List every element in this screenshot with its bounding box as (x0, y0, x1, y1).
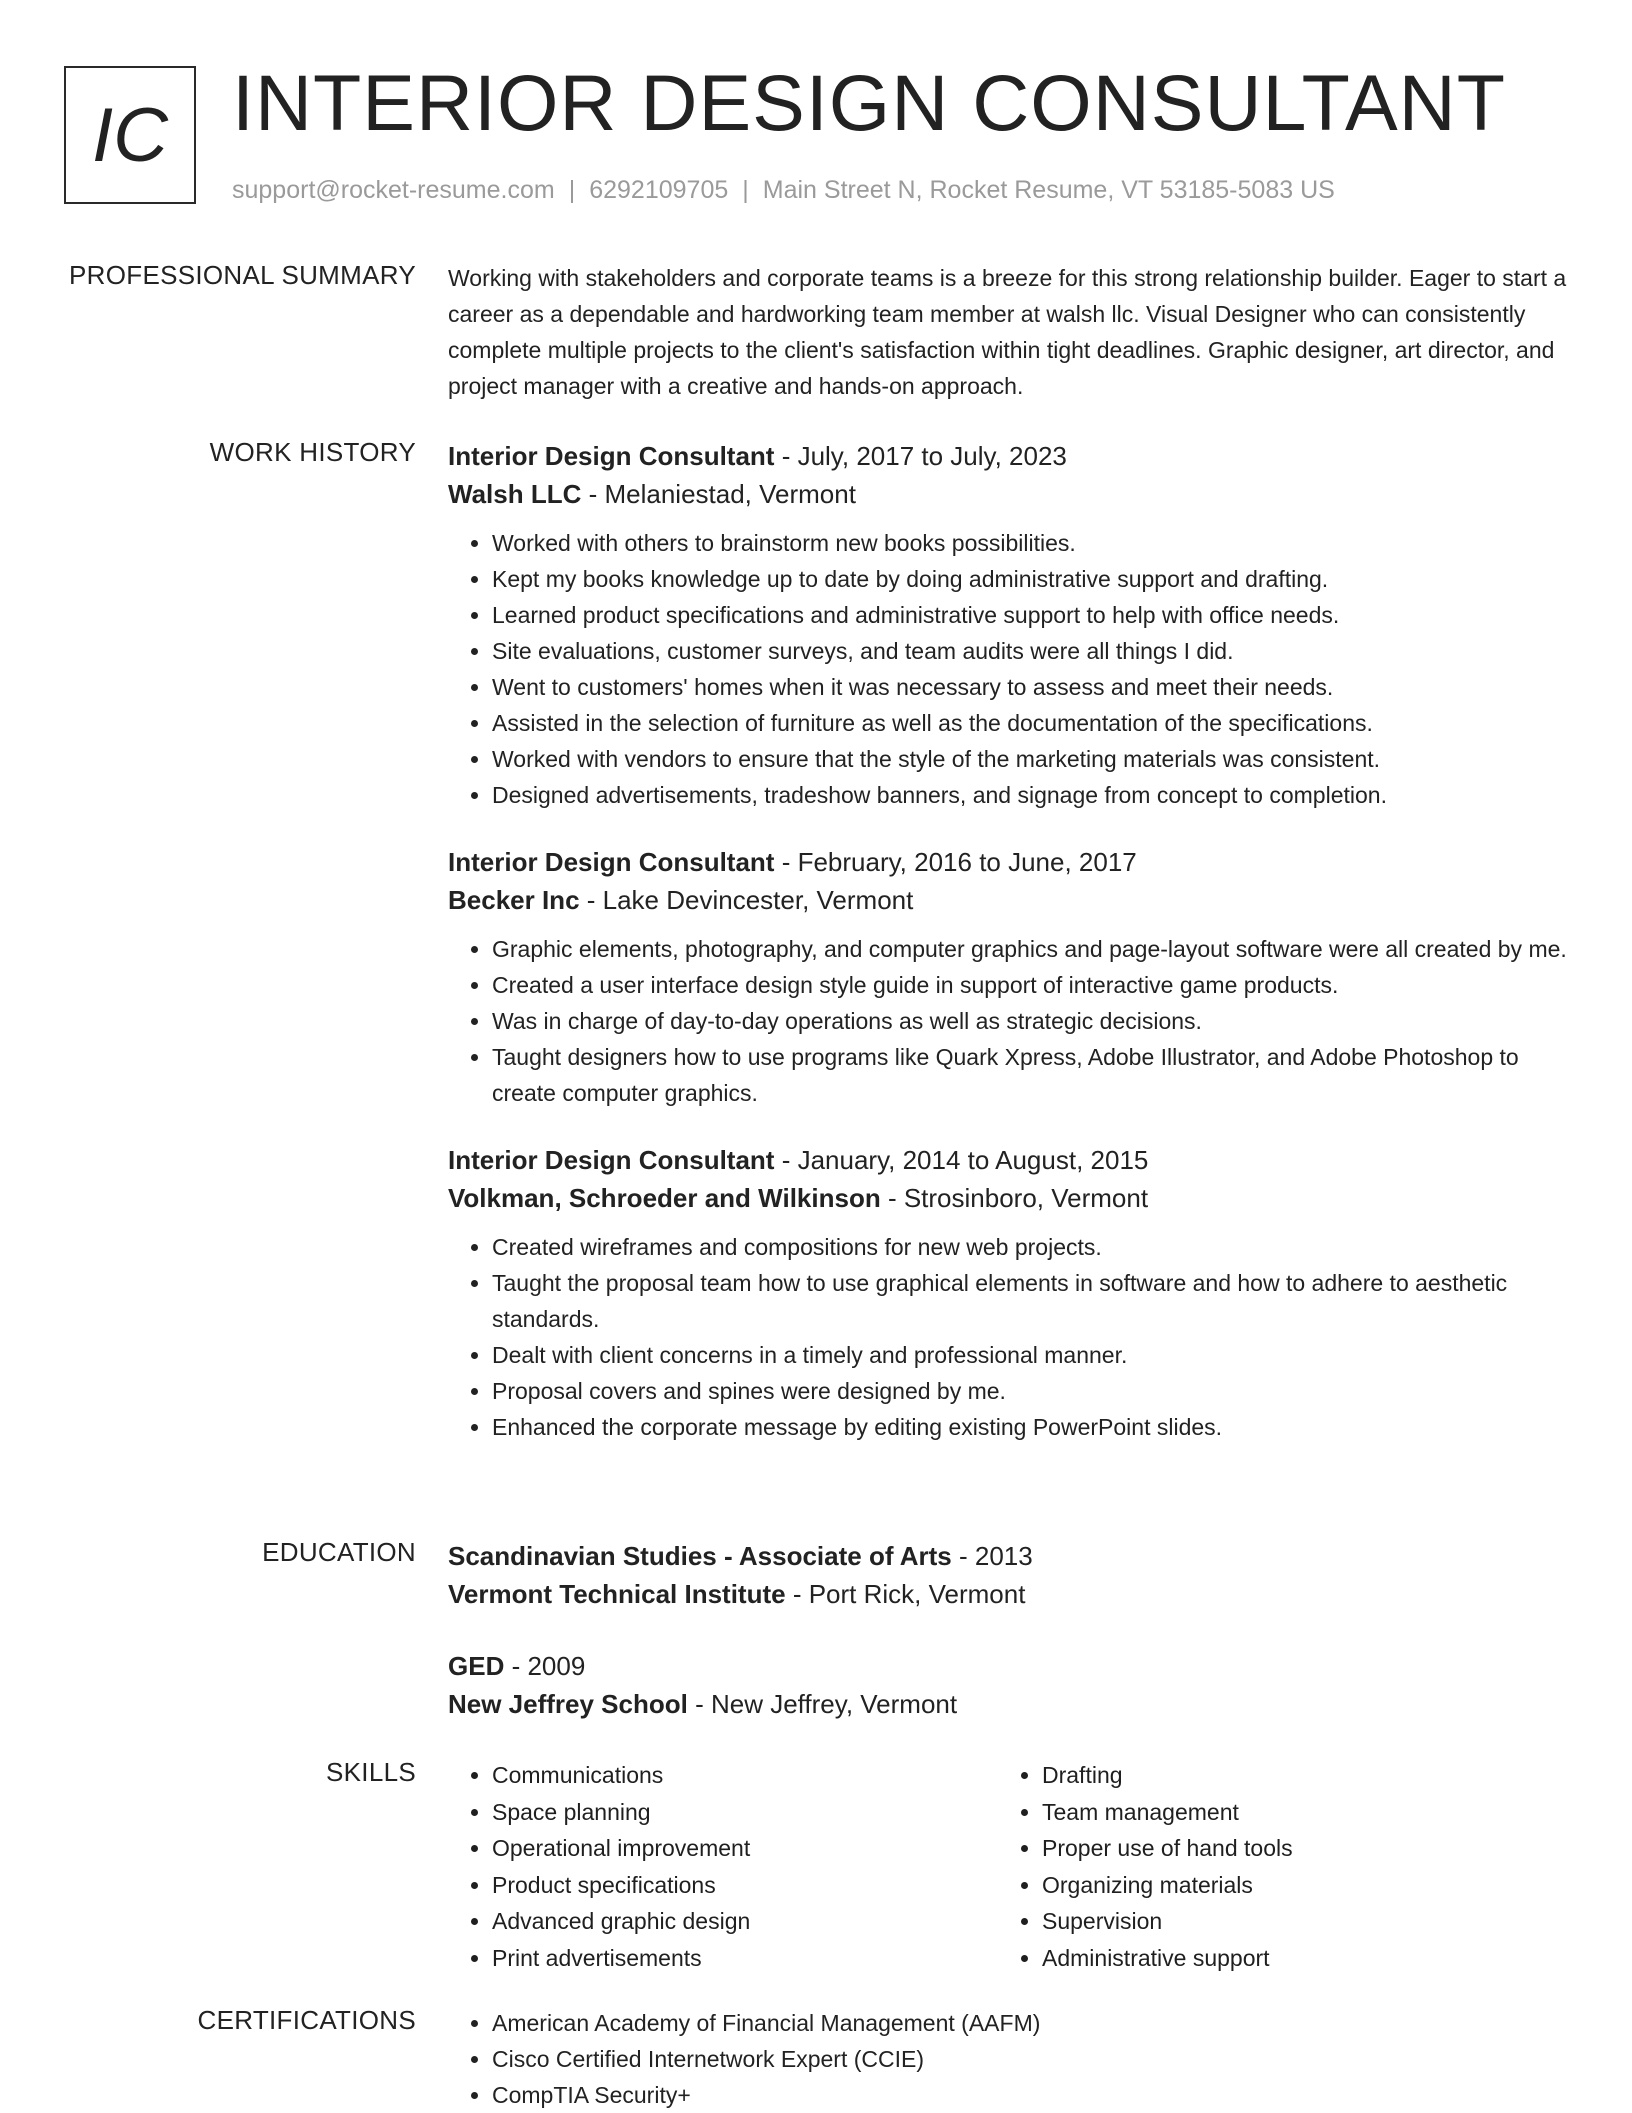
list-item: • Assisted in the selection of furniture as well as the documentation of the specifications. (492, 705, 1568, 741)
job-entry (448, 843, 1568, 1111)
job-company: Becker Inc (448, 885, 580, 915)
page-title: INTERIOR DESIGN CONSULTANT (232, 58, 1506, 147)
skill-item: • Organizing materials (1042, 1867, 1548, 1904)
skill-item: • Team management (1042, 1794, 1548, 1831)
education-school: New Jeffrey School (448, 1689, 688, 1719)
list-item: • Dealt with client concerns in a timely and professional manner. (492, 1337, 1568, 1373)
skill-item: • Administrative support (1042, 1940, 1548, 1977)
section-label-education: EDUCATION (262, 1537, 416, 1567)
certification-item: • American Academy of Financial Management (AAFM) (492, 2005, 1568, 2041)
job-dates: - July, 2017 to July, 2023 (774, 441, 1067, 471)
list-item: • Worked with vendors to ensure that the style of the marketing materials was consistent. (492, 741, 1568, 777)
list-item: • Created wireframes and compositions for new web projects. (492, 1229, 1568, 1265)
job-bullets (448, 1229, 1568, 1445)
list-item: • Went to customers' homes when it was necessary to assess and meet their needs. (492, 669, 1568, 705)
skill-item: • Product specifications (492, 1867, 998, 1904)
job-dates: - January, 2014 to August, 2015 (774, 1145, 1149, 1175)
summary-text: Working with stakeholders and corporate teams is a breeze for this strong relationship builder. Eager to start a career as a dependable and hardworking team member at walsh llc. Visual Designer who can consistently complete multiple projects to the client's satisfaction within tight deadlines. Graphic designer, art director, and project manager with a creative and hands-on approach. (448, 265, 1567, 399)
skills-list (448, 1757, 1568, 1976)
skill-item: • Operational improvement (492, 1830, 998, 1867)
job-location: - Strosinboro, Vermont (880, 1183, 1149, 1213)
monogram: IC (64, 66, 196, 204)
list-item: • Was in charge of day-to-day operations as well as strategic decisions. (492, 1003, 1568, 1039)
job-company: Volkman, Schroeder and Wilkinson (448, 1183, 881, 1213)
list-item: • Taught the proposal team how to use graphical elements in software and how to adhere to aesthetic standards. (492, 1265, 1568, 1337)
certification-item: • Cisco Certified Internetwork Expert (CCIE) (492, 2041, 1568, 2077)
job-location: - Melaniestad, Vermont (581, 479, 856, 509)
education-entry (448, 1537, 1568, 1613)
contact-email[interactable]: support@rocket-resume.com (232, 176, 555, 204)
job-location: - Lake Devincester, Vermont (579, 885, 914, 915)
contact-separator: | (568, 176, 576, 204)
contact-address: Main Street N, Rocket Resume, VT 53185-5083 US (762, 176, 1335, 204)
job-entry (448, 1141, 1568, 1445)
skills-column-left (448, 1757, 998, 1976)
contact-phone[interactable]: 6292109705 (589, 176, 729, 204)
education-degree: GED (448, 1651, 505, 1681)
education-list (448, 1537, 1568, 1723)
section-label-work: WORK HISTORY (209, 437, 416, 467)
job-title: Interior Design Consultant (448, 847, 775, 877)
list-item: • Designed advertisements, tradeshow banners, and signage from concept to completion. (492, 777, 1568, 813)
certification-item: • CompTIA Security+ (492, 2077, 1568, 2113)
skill-item: • Drafting (1042, 1757, 1548, 1794)
list-item: • Site evaluations, customer surveys, and team audits were all things I did. (492, 633, 1568, 669)
list-item: • Graphic elements, photography, and computer graphics and page-layout software were all created by me. (492, 931, 1568, 967)
section-label-skills: SKILLS (326, 1757, 416, 1787)
contact-separator: | (742, 176, 749, 204)
job-bullets (448, 525, 1568, 813)
education-degree: Scandinavian Studies - Associate of Arts (448, 1541, 952, 1571)
skill-item: • Communications (492, 1757, 998, 1794)
job-dates: - February, 2016 to June, 2017 (774, 847, 1137, 877)
education-school: Vermont Technical Institute (448, 1579, 786, 1609)
job-title: Interior Design Consultant (448, 441, 775, 471)
education-location: - New Jeffrey, Vermont (687, 1689, 958, 1719)
skill-item: • Print advertisements (492, 1940, 998, 1977)
education-year: - 2009 (504, 1651, 586, 1681)
certifications-list (448, 2005, 1568, 2113)
list-item: • Enhanced the corporate message by editing existing PowerPoint slides. (492, 1409, 1568, 1445)
section-label-certifications: CERTIFICATIONS (197, 2005, 416, 2035)
skill-item: • Supervision (1042, 1903, 1548, 1940)
job-company: Walsh LLC (448, 479, 582, 509)
contact-line (232, 176, 1335, 205)
list-item: • Taught designers how to use programs like Quark Xpress, Adobe Illustrator, and Adobe Photoshop to create computer graphics. (492, 1039, 1568, 1111)
education-entry (448, 1647, 1568, 1723)
job-bullets (448, 931, 1568, 1111)
skill-item: • Space planning (492, 1794, 998, 1831)
list-item: • Created a user interface design style guide in support of interactive game products. (492, 967, 1568, 1003)
education-location: - Port Rick, Vermont (785, 1579, 1026, 1609)
list-item: • Proposal covers and spines were designed by me. (492, 1373, 1568, 1409)
job-entry (448, 437, 1568, 813)
list-item: • Worked with others to brainstorm new books possibilities. (492, 525, 1568, 561)
job-title: Interior Design Consultant (448, 1145, 775, 1175)
section-label-summary: PROFESSIONAL SUMMARY (69, 260, 416, 290)
skills-column-right (998, 1757, 1548, 1976)
education-year: - 2013 (951, 1541, 1033, 1571)
work-history-list (448, 437, 1568, 1445)
list-item: • Kept my books knowledge up to date by doing administrative support and drafting. (492, 561, 1568, 597)
list-item: • Learned product specifications and administrative support to help with office needs. (492, 597, 1568, 633)
skill-item: • Advanced graphic design (492, 1903, 998, 1940)
skill-item: • Proper use of hand tools (1042, 1830, 1548, 1867)
